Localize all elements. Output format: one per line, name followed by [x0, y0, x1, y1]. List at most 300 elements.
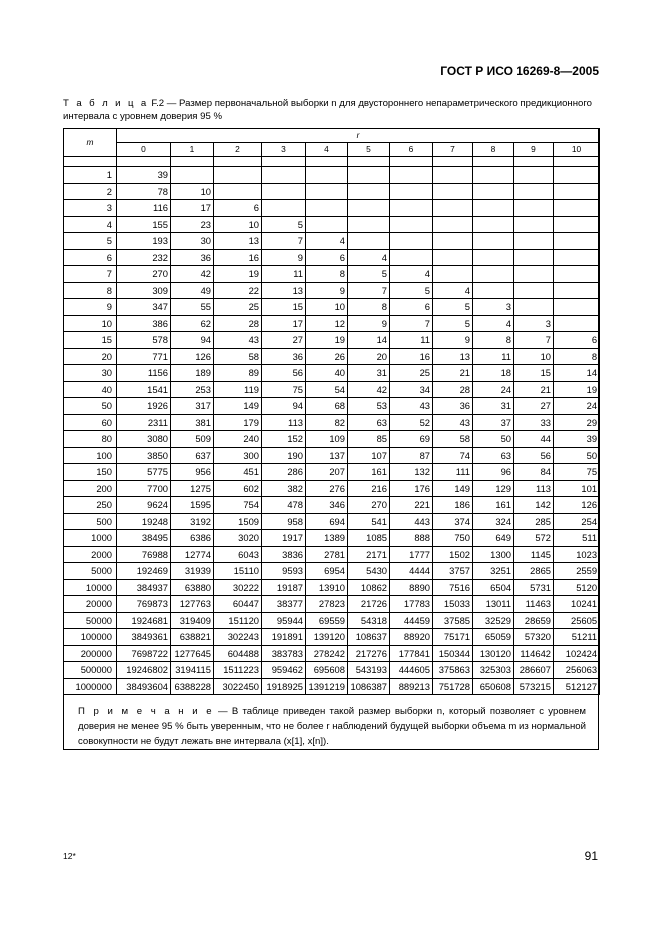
n-value-cell: 82 — [306, 414, 348, 431]
n-value-cell: 6386 — [171, 530, 214, 547]
m-value-cell: 2 — [64, 183, 117, 200]
n-value-cell: 63 — [348, 414, 390, 431]
n-value-cell: 2559 — [554, 563, 600, 580]
n-value-cell: 317 — [171, 398, 214, 415]
n-value-cell — [514, 299, 554, 316]
n-value-cell: 75 — [262, 381, 306, 398]
n-value-cell: 8 — [554, 348, 600, 365]
n-value-cell: 30222 — [214, 579, 262, 596]
n-value-cell: 116 — [117, 200, 171, 217]
n-value-cell: 190 — [262, 447, 306, 464]
spacer-cell — [214, 157, 262, 167]
n-value-cell: 11463 — [514, 596, 554, 613]
n-value-cell: 8 — [348, 299, 390, 316]
table-row — [64, 513, 600, 530]
m-value-cell: 10000 — [64, 579, 117, 596]
n-value-cell: 9 — [306, 282, 348, 299]
n-value-cell: 7700 — [117, 480, 171, 497]
m-value-cell: 250 — [64, 497, 117, 514]
n-value-cell: 88920 — [390, 629, 433, 646]
n-value-cell: 1917 — [262, 530, 306, 547]
m-value-cell: 200 — [64, 480, 117, 497]
n-value-cell — [514, 183, 554, 200]
n-value-cell: 3022450 — [214, 678, 262, 695]
n-value-cell: 15110 — [214, 563, 262, 580]
m-value-cell: 15 — [64, 332, 117, 349]
n-value-cell: 3080 — [117, 431, 171, 448]
m-value-cell: 200000 — [64, 645, 117, 662]
n-value-cell: 444605 — [390, 662, 433, 679]
n-value-cell — [306, 200, 348, 217]
n-value-cell: 152 — [262, 431, 306, 448]
n-value-cell: 68 — [306, 398, 348, 415]
m-value-cell: 1000000 — [64, 678, 117, 695]
n-value-cell: 9593 — [262, 563, 306, 580]
n-value-cell: 25 — [214, 299, 262, 316]
n-value-cell: 3194115 — [171, 662, 214, 679]
n-value-cell: 8 — [473, 332, 514, 349]
n-value-cell: 58 — [214, 348, 262, 365]
table-row — [64, 645, 600, 662]
n-value-cell: 78 — [117, 183, 171, 200]
n-value-cell: 5 — [433, 299, 473, 316]
n-value-cell: 324 — [473, 513, 514, 530]
table-row — [64, 579, 600, 596]
n-value-cell: 254 — [554, 513, 600, 530]
n-value-cell — [306, 167, 348, 184]
table-row — [64, 629, 600, 646]
n-value-cell — [390, 233, 433, 250]
n-value-cell: 21 — [433, 365, 473, 382]
n-value-cell: 43 — [433, 414, 473, 431]
m-value-cell: 7 — [64, 266, 117, 283]
n-value-cell: 84 — [514, 464, 554, 481]
m-value-cell: 1 — [64, 167, 117, 184]
n-value-cell: 9 — [262, 249, 306, 266]
n-value-cell: 96 — [473, 464, 514, 481]
n-value-cell: 9624 — [117, 497, 171, 514]
n-value-cell: 4 — [473, 315, 514, 332]
n-value-cell: 956 — [171, 464, 214, 481]
n-value-cell: 177841 — [390, 645, 433, 662]
n-value-cell: 5 — [262, 216, 306, 233]
n-value-cell: 13910 — [306, 579, 348, 596]
n-value-cell: 85 — [348, 431, 390, 448]
n-value-cell: 13 — [433, 348, 473, 365]
r-values-row — [64, 143, 600, 157]
n-value-cell: 1509 — [214, 513, 262, 530]
n-value-cell: 1595 — [171, 497, 214, 514]
n-value-cell: 75 — [554, 464, 600, 481]
n-value-cell — [433, 249, 473, 266]
n-value-cell: 5 — [390, 282, 433, 299]
n-value-cell: 7 — [348, 282, 390, 299]
n-value-cell: 19 — [214, 266, 262, 283]
n-value-cell: 6 — [390, 299, 433, 316]
n-value-cell: 29 — [554, 414, 600, 431]
n-value-cell: 478 — [262, 497, 306, 514]
n-value-cell: 1085 — [348, 530, 390, 547]
n-value-cell: 12774 — [171, 546, 214, 563]
n-value-cell: 217276 — [348, 645, 390, 662]
n-value-cell — [262, 183, 306, 200]
n-value-cell — [473, 167, 514, 184]
n-value-cell: 572 — [514, 530, 554, 547]
sample-size-table — [63, 128, 600, 695]
n-value-cell: 109 — [306, 431, 348, 448]
spacer-cell — [171, 157, 214, 167]
n-value-cell: 750 — [433, 530, 473, 547]
spacer-cell — [117, 157, 171, 167]
n-value-cell: 319409 — [171, 612, 214, 629]
n-value-cell: 276 — [306, 480, 348, 497]
n-value-cell — [473, 282, 514, 299]
r-value-cell: 1 — [171, 143, 214, 157]
n-value-cell: 107 — [348, 447, 390, 464]
m-value-cell: 60 — [64, 414, 117, 431]
n-value-cell: 16 — [214, 249, 262, 266]
table-row — [64, 365, 600, 382]
n-value-cell: 37 — [473, 414, 514, 431]
n-value-cell: 186 — [433, 497, 473, 514]
n-value-cell: 63880 — [171, 579, 214, 596]
n-value-cell: 36 — [262, 348, 306, 365]
n-value-cell: 28 — [433, 381, 473, 398]
n-value-cell — [473, 266, 514, 283]
n-value-cell: 1300 — [473, 546, 514, 563]
n-value-cell: 161 — [348, 464, 390, 481]
n-value-cell — [514, 266, 554, 283]
n-value-cell: 8 — [306, 266, 348, 283]
n-value-cell: 20 — [348, 348, 390, 365]
table-row — [64, 596, 600, 613]
m-value-cell: 10 — [64, 315, 117, 332]
n-value-cell: 383783 — [262, 645, 306, 662]
n-value-cell: 119 — [214, 381, 262, 398]
r-value-cell: 3 — [262, 143, 306, 157]
n-value-cell: 1918925 — [262, 678, 306, 695]
n-value-cell — [390, 183, 433, 200]
n-value-cell: 9 — [348, 315, 390, 332]
n-value-cell — [554, 216, 600, 233]
n-value-cell: 13 — [214, 233, 262, 250]
n-value-cell: 3757 — [433, 563, 473, 580]
n-value-cell — [433, 183, 473, 200]
n-value-cell: 27 — [514, 398, 554, 415]
n-value-cell: 958 — [262, 513, 306, 530]
n-value-cell: 7 — [262, 233, 306, 250]
n-value-cell: 150344 — [433, 645, 473, 662]
n-value-cell: 1145 — [514, 546, 554, 563]
m-value-cell: 5 — [64, 233, 117, 250]
n-value-cell: 6504 — [473, 579, 514, 596]
table-row — [64, 299, 600, 316]
n-value-cell: 155 — [117, 216, 171, 233]
r-value-cell: 6 — [390, 143, 433, 157]
n-value-cell: 108637 — [348, 629, 390, 646]
n-value-cell: 142 — [514, 497, 554, 514]
n-value-cell: 1511223 — [214, 662, 262, 679]
n-value-cell: 130120 — [473, 645, 514, 662]
n-value-cell: 325303 — [473, 662, 514, 679]
n-value-cell: 10 — [306, 299, 348, 316]
n-value-cell: 3 — [473, 299, 514, 316]
n-value-cell: 1502 — [433, 546, 473, 563]
n-value-cell: 31939 — [171, 563, 214, 580]
spacer-cell — [64, 157, 117, 167]
n-value-cell: 3251 — [473, 563, 514, 580]
n-value-cell: 5731 — [514, 579, 554, 596]
n-value-cell: 285 — [514, 513, 554, 530]
spacer-row — [64, 157, 600, 167]
n-value-cell: 23 — [171, 216, 214, 233]
n-value-cell: 38493604 — [117, 678, 171, 695]
table-row — [64, 662, 600, 679]
n-value-cell: 42 — [348, 381, 390, 398]
n-value-cell — [214, 167, 262, 184]
n-value-cell — [348, 167, 390, 184]
n-value-cell: 28659 — [514, 612, 554, 629]
n-value-cell: 2781 — [306, 546, 348, 563]
n-value-cell: 1924681 — [117, 612, 171, 629]
n-value-cell: 6 — [306, 249, 348, 266]
n-value-cell: 139120 — [306, 629, 348, 646]
m-value-cell: 6 — [64, 249, 117, 266]
n-value-cell: 573215 — [514, 678, 554, 695]
r-value-cell: 5 — [348, 143, 390, 157]
n-value-cell: 286607 — [514, 662, 554, 679]
n-value-cell: 3 — [514, 315, 554, 332]
r-value-cell: 0 — [117, 143, 171, 157]
n-value-cell: 161 — [473, 497, 514, 514]
n-value-cell — [554, 183, 600, 200]
m-value-cell: 8 — [64, 282, 117, 299]
n-value-cell: 381 — [171, 414, 214, 431]
table-row — [64, 249, 600, 266]
n-value-cell: 207 — [306, 464, 348, 481]
n-value-cell: 39 — [554, 431, 600, 448]
spacer-cell — [514, 157, 554, 167]
n-value-cell: 512127 — [554, 678, 600, 695]
n-value-cell: 10 — [514, 348, 554, 365]
n-value-cell: 17783 — [390, 596, 433, 613]
n-value-cell: 6 — [214, 200, 262, 217]
n-value-cell: 3836 — [262, 546, 306, 563]
n-value-cell — [514, 167, 554, 184]
n-value-cell: 5430 — [348, 563, 390, 580]
m-value-cell: 30 — [64, 365, 117, 382]
n-value-cell: 4 — [390, 266, 433, 283]
n-value-cell: 13 — [262, 282, 306, 299]
n-value-cell: 52 — [390, 414, 433, 431]
n-value-cell: 695608 — [306, 662, 348, 679]
n-value-cell: 2865 — [514, 563, 554, 580]
n-value-cell: 2171 — [348, 546, 390, 563]
n-value-cell: 113 — [262, 414, 306, 431]
table-row — [64, 282, 600, 299]
n-value-cell: 114642 — [514, 645, 554, 662]
n-value-cell: 19 — [554, 381, 600, 398]
n-value-cell — [554, 249, 600, 266]
table-row — [64, 464, 600, 481]
n-value-cell — [390, 216, 433, 233]
n-value-cell: 126 — [554, 497, 600, 514]
n-value-cell — [348, 216, 390, 233]
n-value-cell: 54 — [306, 381, 348, 398]
caption-label: Т а б л и ц а — [63, 98, 149, 109]
n-value-cell: 541 — [348, 513, 390, 530]
n-value-cell: 44459 — [390, 612, 433, 629]
n-value-cell: 33 — [514, 414, 554, 431]
n-value-cell: 132 — [390, 464, 433, 481]
spacer-cell — [473, 157, 514, 167]
n-value-cell — [554, 233, 600, 250]
table-note — [78, 704, 586, 749]
table-row — [64, 480, 600, 497]
n-value-cell — [433, 266, 473, 283]
n-value-cell — [514, 216, 554, 233]
n-value-cell: 216 — [348, 480, 390, 497]
n-value-cell: 451 — [214, 464, 262, 481]
n-value-cell: 57320 — [514, 629, 554, 646]
n-value-cell: 347 — [117, 299, 171, 316]
n-value-cell: 60447 — [214, 596, 262, 613]
n-value-cell: 3849361 — [117, 629, 171, 646]
n-value-cell: 6043 — [214, 546, 262, 563]
n-value-cell: 3192 — [171, 513, 214, 530]
caption-text: F.2 — Размер первоначальной выборки n для двустороннего непараметрического предикционного интервала с уровнем доверия 95 % — [63, 98, 592, 122]
n-value-cell: 76988 — [117, 546, 171, 563]
n-value-cell: 5 — [433, 315, 473, 332]
n-value-cell: 149 — [214, 398, 262, 415]
n-value-cell — [514, 200, 554, 217]
n-value-cell: 15033 — [433, 596, 473, 613]
n-value-cell — [554, 282, 600, 299]
table-row — [64, 414, 600, 431]
n-value-cell: 94 — [262, 398, 306, 415]
table-row — [64, 183, 600, 200]
n-value-cell: 44 — [514, 431, 554, 448]
n-value-cell: 12 — [306, 315, 348, 332]
n-value-cell: 30 — [171, 233, 214, 250]
n-value-cell: 232 — [117, 249, 171, 266]
n-value-cell: 54318 — [348, 612, 390, 629]
n-value-cell: 42 — [171, 266, 214, 283]
n-value-cell — [214, 183, 262, 200]
n-value-cell: 5120 — [554, 579, 600, 596]
n-value-cell: 16 — [390, 348, 433, 365]
n-value-cell — [473, 200, 514, 217]
n-value-cell: 278242 — [306, 645, 348, 662]
n-value-cell: 31 — [348, 365, 390, 382]
n-value-cell: 15 — [262, 299, 306, 316]
n-value-cell: 56 — [514, 447, 554, 464]
n-value-cell: 6954 — [306, 563, 348, 580]
r-value-cell: 7 — [433, 143, 473, 157]
n-value-cell: 87 — [390, 447, 433, 464]
n-value-cell: 11 — [390, 332, 433, 349]
n-value-cell: 149 — [433, 480, 473, 497]
n-value-cell — [554, 167, 600, 184]
n-value-cell: 25 — [390, 365, 433, 382]
m-value-cell: 3 — [64, 200, 117, 217]
n-value-cell — [390, 249, 433, 266]
n-value-cell — [348, 233, 390, 250]
n-value-cell: 7516 — [433, 579, 473, 596]
n-value-cell: 36 — [171, 249, 214, 266]
n-value-cell: 4 — [433, 282, 473, 299]
n-value-cell: 14 — [348, 332, 390, 349]
spacer-cell — [306, 157, 348, 167]
n-value-cell: 240 — [214, 431, 262, 448]
table-row — [64, 563, 600, 580]
n-value-cell: 127763 — [171, 596, 214, 613]
table-row — [64, 381, 600, 398]
n-value-cell: 10 — [171, 183, 214, 200]
m-value-cell: 150 — [64, 464, 117, 481]
n-value-cell: 3850 — [117, 447, 171, 464]
note-text: — В таблице приведен такой размер выборки n, который позволяет с уровнем доверия не менее 95 % быть уверенным, что не более r наблюдений будущей выборки объема m из нормальной совокупности не будут лежать вне интервала (x[1], x[n]). — [78, 706, 586, 747]
table-row — [64, 332, 600, 349]
table-row — [64, 266, 600, 283]
n-value-cell: 43 — [214, 332, 262, 349]
r-value-cell: 8 — [473, 143, 514, 157]
n-value-cell: 346 — [306, 497, 348, 514]
n-value-cell: 578 — [117, 332, 171, 349]
n-value-cell: 5 — [348, 266, 390, 283]
spacer-cell — [433, 157, 473, 167]
n-value-cell: 1156 — [117, 365, 171, 382]
spacer-cell — [554, 157, 600, 167]
n-value-cell: 31 — [473, 398, 514, 415]
n-value-cell — [433, 216, 473, 233]
n-value-cell — [433, 167, 473, 184]
n-value-cell: 6 — [554, 332, 600, 349]
r-value-cell: 9 — [514, 143, 554, 157]
n-value-cell — [262, 200, 306, 217]
n-value-cell: 270 — [348, 497, 390, 514]
n-value-cell: 58 — [433, 431, 473, 448]
n-value-cell: 19187 — [262, 579, 306, 596]
n-value-cell — [514, 233, 554, 250]
m-value-cell: 50000 — [64, 612, 117, 629]
n-value-cell: 17 — [171, 200, 214, 217]
r-value-cell: 2 — [214, 143, 262, 157]
m-value-cell: 20000 — [64, 596, 117, 613]
n-value-cell: 309 — [117, 282, 171, 299]
n-value-cell: 137 — [306, 447, 348, 464]
n-value-cell: 7 — [514, 332, 554, 349]
n-value-cell: 771 — [117, 348, 171, 365]
n-value-cell: 129 — [473, 480, 514, 497]
n-value-cell: 26 — [306, 348, 348, 365]
n-value-cell — [433, 233, 473, 250]
n-value-cell: 113 — [514, 480, 554, 497]
n-value-cell: 286 — [262, 464, 306, 481]
n-value-cell: 19248 — [117, 513, 171, 530]
table-row — [64, 678, 600, 695]
n-value-cell: 53 — [348, 398, 390, 415]
n-value-cell: 1777 — [390, 546, 433, 563]
n-value-cell: 151120 — [214, 612, 262, 629]
n-value-cell — [390, 200, 433, 217]
spacer-cell — [348, 157, 390, 167]
n-value-cell: 192469 — [117, 563, 171, 580]
n-value-cell: 638821 — [171, 629, 214, 646]
n-value-cell — [473, 249, 514, 266]
n-value-cell: 101 — [554, 480, 600, 497]
m-value-cell: 500 — [64, 513, 117, 530]
